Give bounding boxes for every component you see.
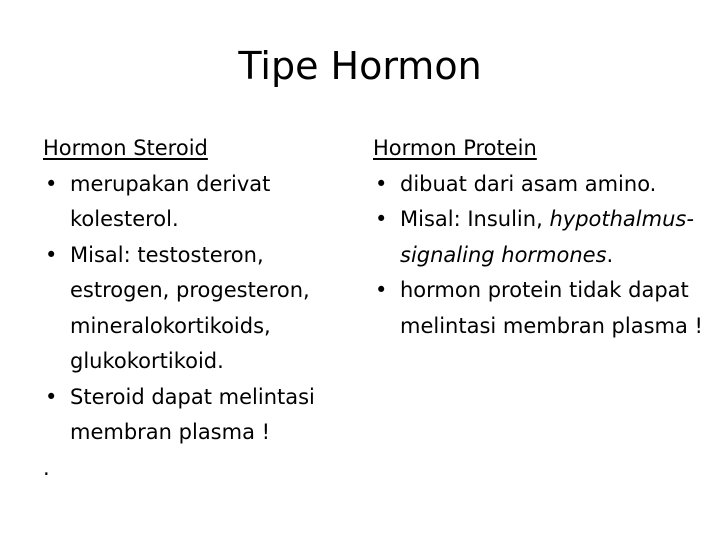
steroid-bullet-examples: • Misal: testosteron, estrogen, progesteron, mineralokortikoids, glukokortikoid.: [43, 238, 343, 380]
protein-bullet-membrane: • hormon protein tidak dapat melintasi membran plasma !: [373, 273, 703, 344]
protein-bullet-list: [373, 167, 703, 345]
protein-bullet-examples: [373, 202, 703, 273]
steroid-bullet-list: [43, 167, 343, 451]
steroid-bullet-derivative: • merupakan derivat kolesterol.: [43, 167, 343, 238]
examples-prefix: Misal: Insulin,: [400, 207, 543, 231]
slide-title: Tipe Hormon: [238, 44, 482, 88]
protein-heading: Hormon Protein: [373, 136, 537, 160]
steroid-heading: Hormon Steroid: [43, 136, 208, 160]
trailing-dot: .: [43, 455, 50, 480]
steroid-column: [43, 131, 343, 486]
examples-italic: hypothalmus-signaling hormones: [400, 207, 694, 267]
examples-suffix: .: [606, 242, 614, 267]
protein-bullet-amino: • dibuat dari asam amino.: [373, 167, 703, 203]
protein-column: [373, 131, 703, 344]
steroid-bullet-membrane: • Steroid dapat melintasi membran plasma !: [43, 380, 343, 451]
